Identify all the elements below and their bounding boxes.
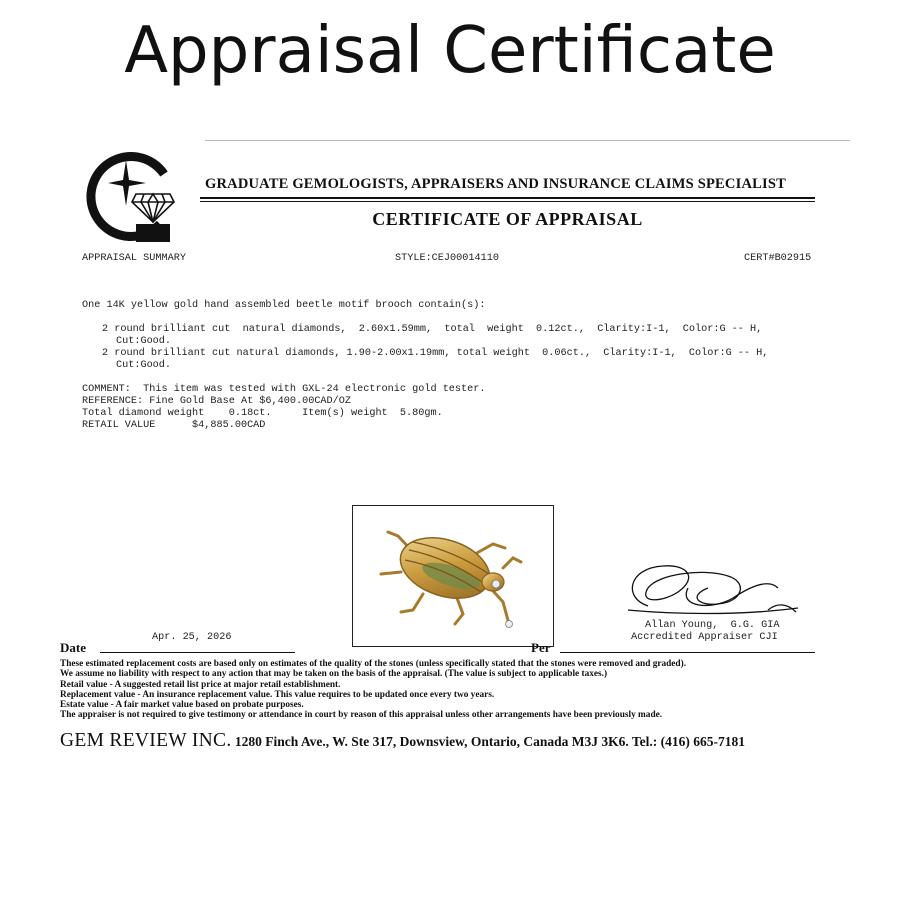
- appraiser-title: Accredited Appraiser CJI: [631, 632, 778, 643]
- top-divider: [205, 140, 850, 141]
- appraisal-summary-label: APPRAISAL SUMMARY: [82, 253, 186, 264]
- stone-line: 2 round brilliant cut natural diamonds, 1.90-2.00x1.19mm, total weight 0.06ct., Clarity:I-1, Color:G -- H,: [102, 348, 769, 359]
- organization-name: GRADUATE GEMOLOGISTS, APPRAISERS AND INSURANCE CLAIMS SPECIALIST: [205, 176, 786, 192]
- footer-company: GEM REVIEW INC.: [60, 730, 232, 751]
- per-label: Per: [531, 640, 551, 655]
- style-number: STYLE:CEJ00014110: [395, 253, 499, 264]
- disclaimer-line: Replacement value - An insurance replacement value. This value requires to be updated once every two years.: [60, 689, 495, 700]
- stone-line-continued: Cut:Good.: [116, 336, 172, 347]
- disclaimer-line: These estimated replacement costs are based only on estimates of the quality of the stones (unless specifically stated that the stones were removed and graded).: [60, 659, 687, 669]
- disclaimer-line: We assume no liability with respect to any action that may be taken on the basis of the appraisal. (The value is subject to applicable taxes.): [60, 669, 608, 680]
- header-rule-thin: [200, 201, 815, 202]
- item-description: One 14K yellow gold hand assembled beetle motif brooch contain(s):: [82, 300, 486, 311]
- totals-text: Total diamond weight 0.18ct. Item(s) weight 5.80gm.: [82, 408, 443, 419]
- beetle-brooch-image: [353, 506, 553, 646]
- date-label: Date: [60, 640, 86, 655]
- per-line: [560, 652, 815, 653]
- appraiser-signature: [618, 558, 808, 620]
- certificate-title: CERTIFICATE OF APPRAISAL: [372, 209, 643, 229]
- reference-text: REFERENCE: Fine Gold Base At $6,400.00CAD/OZ: [82, 396, 351, 407]
- disclaimer-notes: [60, 659, 850, 721]
- item-photo: [352, 505, 554, 647]
- disclaimer-line: Retail value - A suggested retail list price at major retail establishment.: [60, 679, 341, 690]
- banner-title: Appraisal Certificate: [124, 14, 776, 88]
- retail-value: RETAIL VALUE $4,885.00CAD: [82, 420, 266, 431]
- footer: [60, 730, 745, 752]
- stone-line: 2 round brilliant cut natural diamonds, 2.60x1.59mm, total weight 0.12ct., Clarity:I-1, Color:G -- H,: [102, 324, 763, 335]
- certificate-number: CERT#B02915: [744, 253, 812, 264]
- disclaimer-line: Estate value - A fair market value based on probate purposes.: [60, 700, 304, 711]
- disclaimer-line: The appraiser is not required to give testimony or attendance in court by reason of this appraisal unless other arrangements have been previously made.: [60, 710, 663, 721]
- appraiser-name: Allan Young, G.G. GIA: [645, 620, 780, 631]
- company-logo-icon: [86, 152, 178, 244]
- comment-text: COMMENT: This item was tested with GXL-24 electronic gold tester.: [82, 384, 486, 395]
- header-rule: [200, 197, 815, 199]
- stone-line-continued: Cut:Good.: [116, 360, 172, 371]
- date-value: Apr. 25, 2026: [152, 632, 232, 643]
- date-line: [100, 652, 295, 653]
- footer-address: 1280 Finch Ave., W. Ste 317, Downsview, Ontario, Canada M3J 3K6. Tel.: (416) 665-7181: [231, 734, 746, 749]
